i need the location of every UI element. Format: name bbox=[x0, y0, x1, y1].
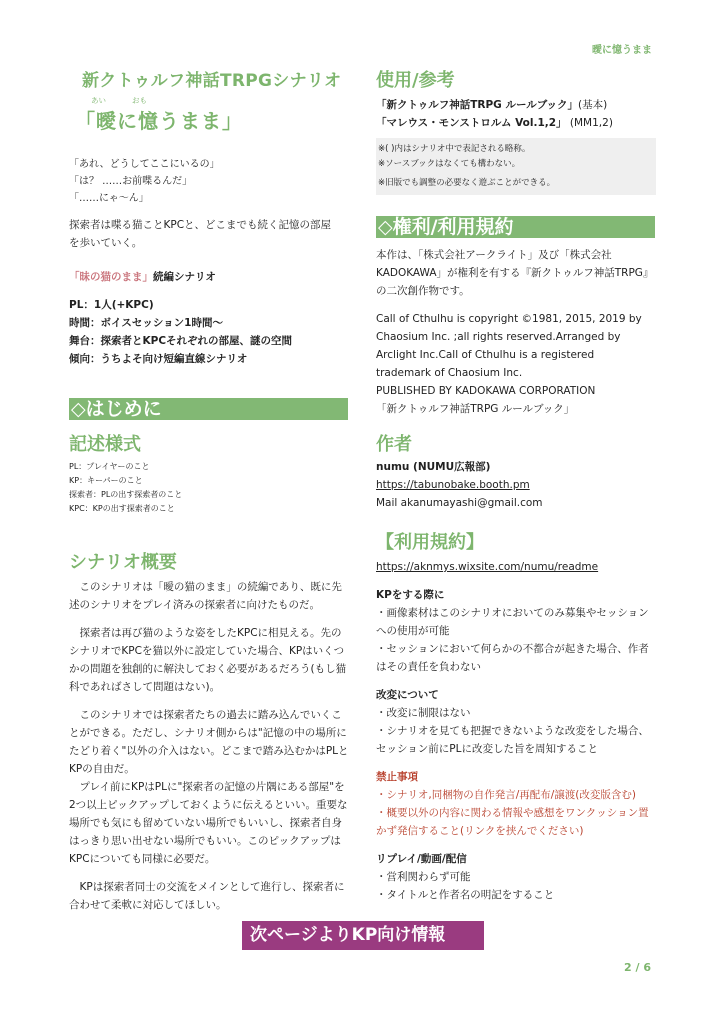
notation-item: KP：キーパーのこと bbox=[69, 476, 143, 485]
intro-line: 探索者は喋る猫ことKPCと、どこまでも続く記憶の部屋 bbox=[69, 219, 332, 231]
book-abbr: (MM1,2) bbox=[569, 117, 613, 129]
spec-time: 時間：ボイスセッション1時間〜 bbox=[69, 317, 223, 329]
kp-item: ・セッションにおいて何らかの不都合が起きた場合、作者はその責任を負わない bbox=[376, 643, 649, 673]
notation-item: 探索者：PLの出す探索者のこと bbox=[69, 490, 183, 499]
book-list bbox=[376, 96, 656, 132]
book-title: 「マレウス・モンストロルム Vol.1,2」 bbox=[376, 117, 567, 129]
specs bbox=[69, 296, 349, 368]
author-heading: 作者 bbox=[376, 434, 412, 455]
notation-item: KPC：KPの出す探索者のこと bbox=[69, 504, 175, 513]
scenario-title: 「曖に憶うまま」 bbox=[75, 109, 243, 133]
rights-line: Arclight Inc.Call of Cthulhu is a registered bbox=[376, 349, 595, 361]
spec-type: 傾向：うちよそ向け短編直線シナリオ bbox=[69, 353, 248, 365]
terms-url-link[interactable]: https://aknmys.wixsite.com/numu/readme bbox=[376, 561, 599, 573]
notation-item: PL：プレイヤーのこと bbox=[69, 462, 150, 471]
replay-item: ・営利関わらず可能 bbox=[376, 871, 471, 883]
mod-heading: 改変について bbox=[376, 689, 439, 701]
notation-heading: 記述様式 bbox=[69, 434, 141, 455]
left-column bbox=[69, 66, 349, 914]
spec-players: PL：1人(+KPC) bbox=[69, 299, 154, 311]
rights-en bbox=[376, 310, 656, 418]
series-title: 新クトゥルフ神話TRPGシナリオ bbox=[82, 71, 342, 91]
page-number: 2 / 6 bbox=[624, 961, 651, 974]
rights-line: Call of Cthulhu is copyright ©1981, 2015, 2019 by bbox=[376, 313, 642, 325]
ruby-ai: あい bbox=[91, 96, 106, 105]
section-intro-bar: ◇はじめに bbox=[69, 398, 348, 420]
mod-item: ・改変に制限はない bbox=[376, 707, 471, 719]
quotes bbox=[69, 156, 349, 207]
terms-heading: 【利用規約】 bbox=[376, 532, 484, 553]
title-ruby bbox=[91, 95, 349, 105]
overview-paragraph: KPは探索者同士の交流をメインとして進行し、探索者に合わせて柔軟に対応してほしい。 bbox=[69, 881, 345, 911]
quote: 「あれ、どうしてここにいるの」 bbox=[69, 159, 220, 170]
usage-heading: 使用/参考 bbox=[376, 70, 455, 91]
ban-item: ・概要以外の内容に関わる情報や感想をワンクッション置かず発信すること(リンクを挟んでください) bbox=[376, 807, 649, 837]
rights-line: PUBLISHED BY KADOKAWA CORPORATION bbox=[376, 385, 596, 397]
running-header: 曖に憶うまま bbox=[592, 45, 652, 56]
rights-bar: ◇権利/利用規約 bbox=[376, 216, 655, 238]
rights-jp: 本作は、「株式会社アークライト」及び「株式会社KADOKAWA」が権利を有する『新クトゥルフ神話TRPG』の二次創作物です。 bbox=[376, 249, 654, 297]
overview-paragraph: このシナリオでは探索者たちの過去に踏み込んでいくことができる。ただし、シナリオ側からは"記憶の中の場所にたどり着く"以外の介入はない。どこまで踏み込むかはPLとKPの自由だ。 bbox=[69, 709, 349, 775]
overview-paragraph: このシナリオは「曖の猫のまま」の続編であり、既に先述のシナリオをプレイ済みの探索者に向けたものだ。 bbox=[69, 581, 342, 611]
notation-list bbox=[69, 460, 349, 516]
intro bbox=[69, 216, 349, 252]
replay-heading: リプレイ/動画/配信 bbox=[376, 853, 467, 865]
next-page-banner: 次ページよりKP向け情報 bbox=[242, 921, 484, 950]
kp-heading: KPをする際に bbox=[376, 589, 445, 601]
prequel-suffix: 続編シナリオ bbox=[153, 271, 216, 283]
prequel-note bbox=[69, 268, 349, 286]
rights-line: trademark of Chaosium Inc. bbox=[376, 367, 523, 379]
overview-heading: シナリオ概要 bbox=[69, 552, 177, 573]
note: ※ソースブックはなくても構わない。 bbox=[378, 159, 521, 169]
right-column bbox=[376, 66, 656, 904]
book-title: 「新クトゥルフ神話TRPG ルールブック」 bbox=[376, 99, 579, 111]
notes-box bbox=[376, 138, 656, 195]
spec-stage: 舞台：探索者とKPCそれぞれの部屋、謎の空間 bbox=[69, 335, 293, 347]
quote: 「……にゃ〜ん」 bbox=[69, 193, 149, 204]
prequel-title: 「昧の猫のまま」 bbox=[69, 271, 153, 283]
kp-item: ・画像素材はこのシナリオにおいてのみ募集やセッションへの使用が可能 bbox=[376, 607, 649, 637]
quote: 「は？ ……お前喋るんだ」 bbox=[69, 176, 193, 187]
book-item bbox=[376, 96, 656, 114]
overview-paragraph: プレイ前にKPはPLに"探索者の記憶の片隅にある部屋"を2つ以上ピックアップしておくように伝えるといい。重要な場所でも気にも留めていない場所でもいいし、探索者自身はっきり思い出せない場所でもいい。このピックアップはKPCについても同様に必要だ。 bbox=[69, 781, 348, 865]
rights-line: Chaosium Inc. ;all rights reserved.Arranged by bbox=[376, 331, 621, 343]
mod-item: ・シナリオを見ても把握できないような改変をした場合、セッション前にPLに改変した旨を周知すること bbox=[376, 725, 649, 755]
ban-item: ・シナリオ,同梱物の自作発言/再配布/譲渡(改変版含む) bbox=[376, 789, 636, 801]
book-item bbox=[376, 114, 656, 132]
overview-paragraph: 探索者は再び猫のような姿をしたKPCに相見える。先のシナリオでKPCを猫以外に設定していた場合、KPはいくつかの問題を独創的に解決しておく必要があるだろう(もし猫科であればさして問題はない)。 bbox=[69, 627, 347, 693]
author-name: numu (NUMU広報部) bbox=[376, 461, 491, 473]
author-url-link[interactable]: https://tabunobake.booth.pm bbox=[376, 479, 530, 491]
author-mail: Mail akanumayashi@gmail.com bbox=[376, 497, 543, 509]
ban-heading: 禁止事項 bbox=[376, 771, 418, 783]
note: ※旧版でも調整の必要なく遊ぶことができる。 bbox=[378, 178, 556, 188]
rights-line: 「新クトゥルフ神話TRPG ルールブック」 bbox=[376, 403, 575, 415]
book-abbr: (基本) bbox=[578, 99, 608, 111]
intro-line: を歩いていく。 bbox=[69, 237, 143, 249]
replay-item: ・タイトルと作者名の明記をすること bbox=[376, 889, 555, 901]
note: ※( )内はシナリオ中で表記される略称。 bbox=[378, 144, 531, 154]
ruby-omo: おも bbox=[132, 96, 147, 105]
